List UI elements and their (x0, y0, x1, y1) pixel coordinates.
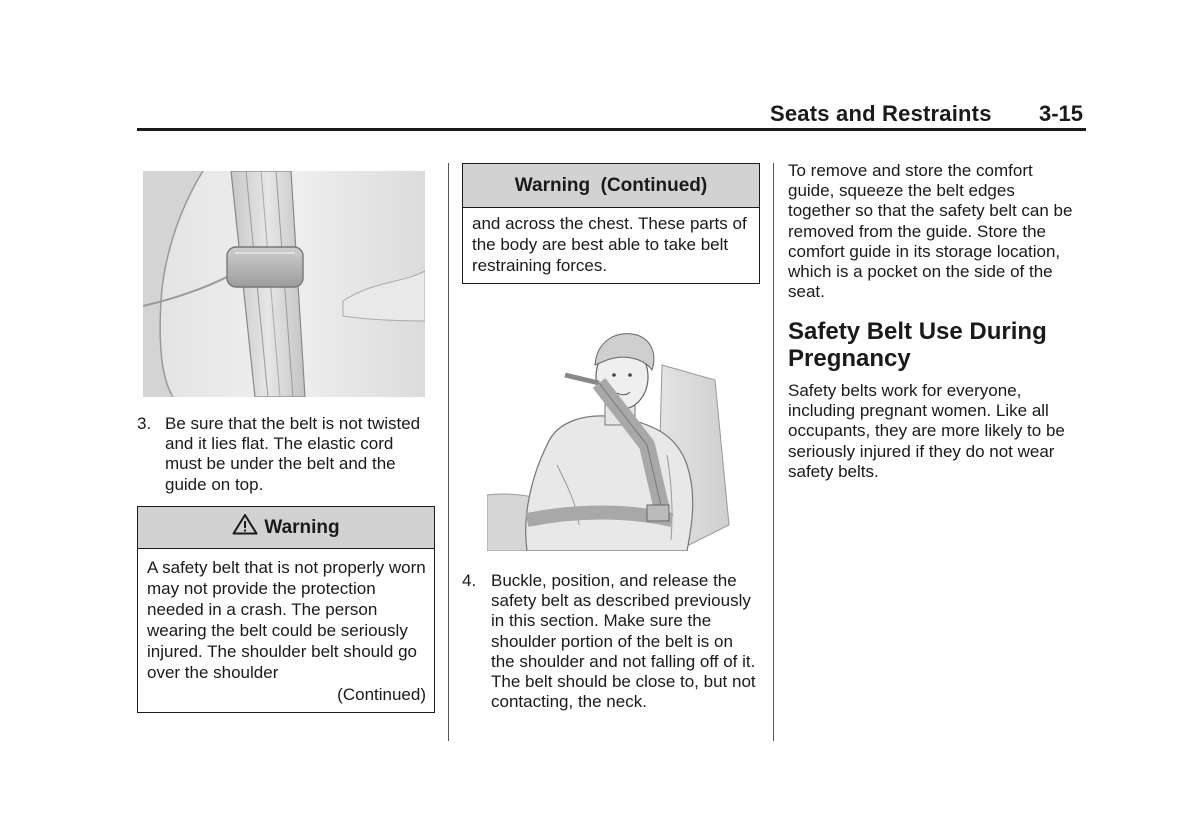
step-text: Be sure that the belt is not twisted and it lies flat. The elastic cord must be under the belt and the guide on top. (165, 414, 421, 494)
warning-continued-title: Warning (Continued) (514, 174, 708, 196)
warning-continued-box (462, 163, 760, 284)
warning-body: A safety belt that is not properly worn may not provide the protection needed in a crash. The person wearing the belt could be seriously injured. The shoulder belt should go over the shoulder (147, 558, 426, 682)
column-divider-left (448, 163, 449, 741)
column-divider-right (773, 163, 774, 741)
warning-box (137, 506, 435, 713)
step-text: Buckle, position, and release the safety belt as described previously in this section. Make sure the shoulder portion of the belt is on the shoulder and not falling off of it. The belt should be close to, but not contacting, the neck. (491, 571, 756, 712)
comfort-guide-storage-paragraph: To remove and store the comfort guide, squeeze the belt edges together so that the safety belt can be removed from the guide. Store the comfort guide in its storage location, which is a pocket on the side of the seat. (788, 161, 1073, 302)
pregnancy-paragraph: Safety belts work for everyone, including pregnant women. Like all occupants, they are more likely to be seriously injured if they do not wear safety belts. (788, 381, 1065, 481)
occupant-belt-illustration (487, 325, 737, 551)
step-number: 4. (462, 571, 477, 590)
warning-continued-body: and across the chest. These parts of the body are best able to take belt restraining forces. (472, 214, 747, 275)
belt-guide-illustration (143, 171, 425, 397)
header-rule (137, 128, 1086, 131)
warning-header (138, 507, 434, 549)
section-header-title: Seats and Restraints (770, 101, 992, 126)
warning-continued-note: (Continued) (337, 685, 426, 704)
warning-continued-header (463, 164, 759, 208)
step-3 (137, 414, 427, 498)
step-4 (462, 571, 762, 733)
warning-triangle-icon (232, 513, 258, 541)
page-number: 3-15 (1039, 101, 1084, 126)
section-title-pregnancy: Safety Belt Use During Pregnancy (788, 318, 1047, 372)
warning-title: Warning (264, 516, 340, 538)
step-number: 3. (137, 414, 152, 433)
